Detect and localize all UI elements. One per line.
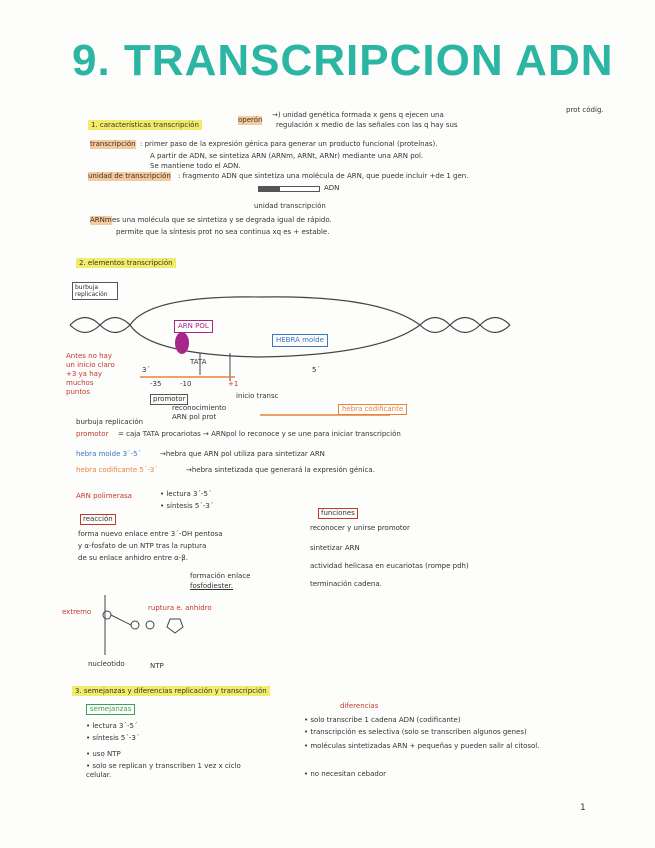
operon-def-2: regulación x medio de las señales con las q hay sus <box>276 121 458 129</box>
right-helix-1 <box>420 318 510 333</box>
reaccion-text-5: fosfodiester. <box>190 582 233 590</box>
funciones-heading: funciones <box>318 508 358 519</box>
burbuja-box: burbuja replicación <box>72 282 118 300</box>
left-helix-2 <box>70 318 130 333</box>
sugar-ring <box>167 619 183 633</box>
unidad-bar <box>258 186 280 192</box>
transcripcion-text-3: Se mantiene todo el ADN. <box>150 162 241 170</box>
section-1-heading: 1. características transcripción <box>88 120 202 130</box>
hebra-codificante-box: hebra codificante <box>338 404 407 415</box>
bullet-hebra-codif-text: →hebra sintetizada que generará la expresión génica. <box>186 466 375 474</box>
phosphate-2 <box>131 621 139 629</box>
funcion-3: actividad helicasa en eucariotas (rompe pdh) <box>310 562 469 570</box>
reaccion-heading: reacción <box>80 514 116 525</box>
semejanza-3: • uso NTP <box>86 750 121 758</box>
ruptura-label: ruptura e. anhidro <box>148 604 212 612</box>
ntp-label: NTP <box>150 662 164 670</box>
reaccion-text-3: de su enlace anhidro entre α-β. <box>78 554 189 562</box>
diferencia-3: • moléculas sintetizadas ARN + pequeñas y pueden salir al citosol. <box>304 742 540 750</box>
arn-pol-label: ARN POL <box>174 320 213 333</box>
transcripcion-label: transcripción <box>90 140 136 148</box>
nucleotido-label: nucleotido <box>88 660 125 668</box>
arn-pol-blob <box>175 332 189 354</box>
transcription-bubble-diagram <box>60 285 540 425</box>
unidad-bar-label: unidad transcripción <box>254 202 326 210</box>
sintesis-label: • síntesis 5´-3´ <box>160 502 214 510</box>
bond-line <box>111 615 131 625</box>
diferencia-2: • transcripción es selectiva (solo se transcriben algunos genes) <box>304 728 527 736</box>
arnm-text-1: es una molécula que se sintetiza y se degrada igual de rápido. <box>112 216 332 224</box>
minus35-label: -35 <box>150 380 162 388</box>
section-3-heading: 3. semejanzas y diferencias replicación y transcripción <box>72 686 270 696</box>
bullet-hebra-codif-label: hebra codificante 5´-3´ <box>76 466 158 474</box>
transcripcion-text-1: : primer paso de la expresión génica para generar un producto funcional (proteínas). <box>140 140 438 148</box>
funcion-2: sintetizar ARN <box>310 544 360 552</box>
page-number: 1 <box>580 803 586 813</box>
semejanza-1: • lectura 3´-5´ <box>86 722 138 730</box>
adn-bar-label: ADN <box>324 184 340 192</box>
page-title: 9. TRANSCRIPCION ADN <box>72 36 614 85</box>
funcion-4: terminación cadena. <box>310 580 382 588</box>
funcion-1: reconocer y unirse promotor <box>310 524 410 532</box>
phosphate-3 <box>146 621 154 629</box>
bullet-promotor-label: promotor <box>76 430 109 438</box>
three-prime-label: 3´ <box>142 366 150 374</box>
hebra-molde-label: HEBRA molde <box>272 334 328 347</box>
lectura-label: • lectura 3´-5´ <box>160 490 212 498</box>
promotor-box: promotor <box>150 394 188 405</box>
reconoc-label: reconocimiento ARN pol prot <box>172 404 227 421</box>
semejanzas-heading: semejanzas <box>86 704 135 715</box>
bullet-burbuja: burbuja replicación <box>76 418 144 426</box>
section-2-heading: 2. elementos transcripción <box>76 258 176 268</box>
diferencia-1: • solo transcribe 1 cadena ADN (codificante) <box>304 716 461 724</box>
minus10-label: -10 <box>180 380 192 388</box>
operon-label: operón <box>238 116 263 124</box>
extremo-label: extremo <box>62 608 92 616</box>
left-note: Antes no hay un inicio claro +3 ya hay muchos puntos <box>66 352 115 396</box>
bullet-hebra-molde-text: →hebra que ARN pol utiliza para sintetizar ARN <box>160 450 325 458</box>
reaccion-text-2: y α-fosfato de un NTP tras la ruptura <box>78 542 207 550</box>
inicio-label: inicio transc <box>236 392 279 400</box>
arnm-text-2: permite que la síntesis prot no sea continua xq es + estable. <box>116 228 330 236</box>
unidad-text: : fragmento ADN que sintetiza una molécula de ARN, que puede incluir +de 1 gen. <box>178 172 469 180</box>
transcripcion-text-2: A partir de ADN, se sintetiza ARN (ARNm, ARNt, ARNr) mediante una ARN pol. <box>150 152 424 160</box>
semejanza-2: • síntesis 5´-3´ <box>86 734 140 742</box>
bullet-promotor-text: = caja TATA procariotas → ARNpol lo reconoce y se une para iniciar transcripción <box>118 430 401 438</box>
bullet-hebra-molde-label: hebra molde 3´-5´ <box>76 450 142 458</box>
diferencia-4: • no necesitan cebador <box>304 770 386 778</box>
operon-side-note: prot códig. <box>566 106 604 114</box>
semejanza-4: • solo se replican y transcriben 1 vez x ciclo celular. <box>86 762 241 779</box>
unidad-label: unidad de transcripción <box>88 172 171 180</box>
tata-label: TATA <box>190 358 207 366</box>
right-helix-2 <box>420 318 510 333</box>
arn-polimerasa-label: ARN polimerasa <box>76 492 132 500</box>
arnm-label: ARNm <box>90 216 112 224</box>
reaccion-text-4: formación enlace <box>190 572 251 580</box>
plus1-label: +1 <box>228 380 239 388</box>
diferencias-heading: diferencias <box>340 702 379 710</box>
operon-def-1: →) unidad genética formada x gens q ejecen una <box>272 111 444 119</box>
phosphate-1 <box>103 611 111 619</box>
five-prime-label: 5´ <box>312 366 320 374</box>
reaccion-text-1: forma nuevo enlace entre 3´-OH pentosa <box>78 530 223 538</box>
